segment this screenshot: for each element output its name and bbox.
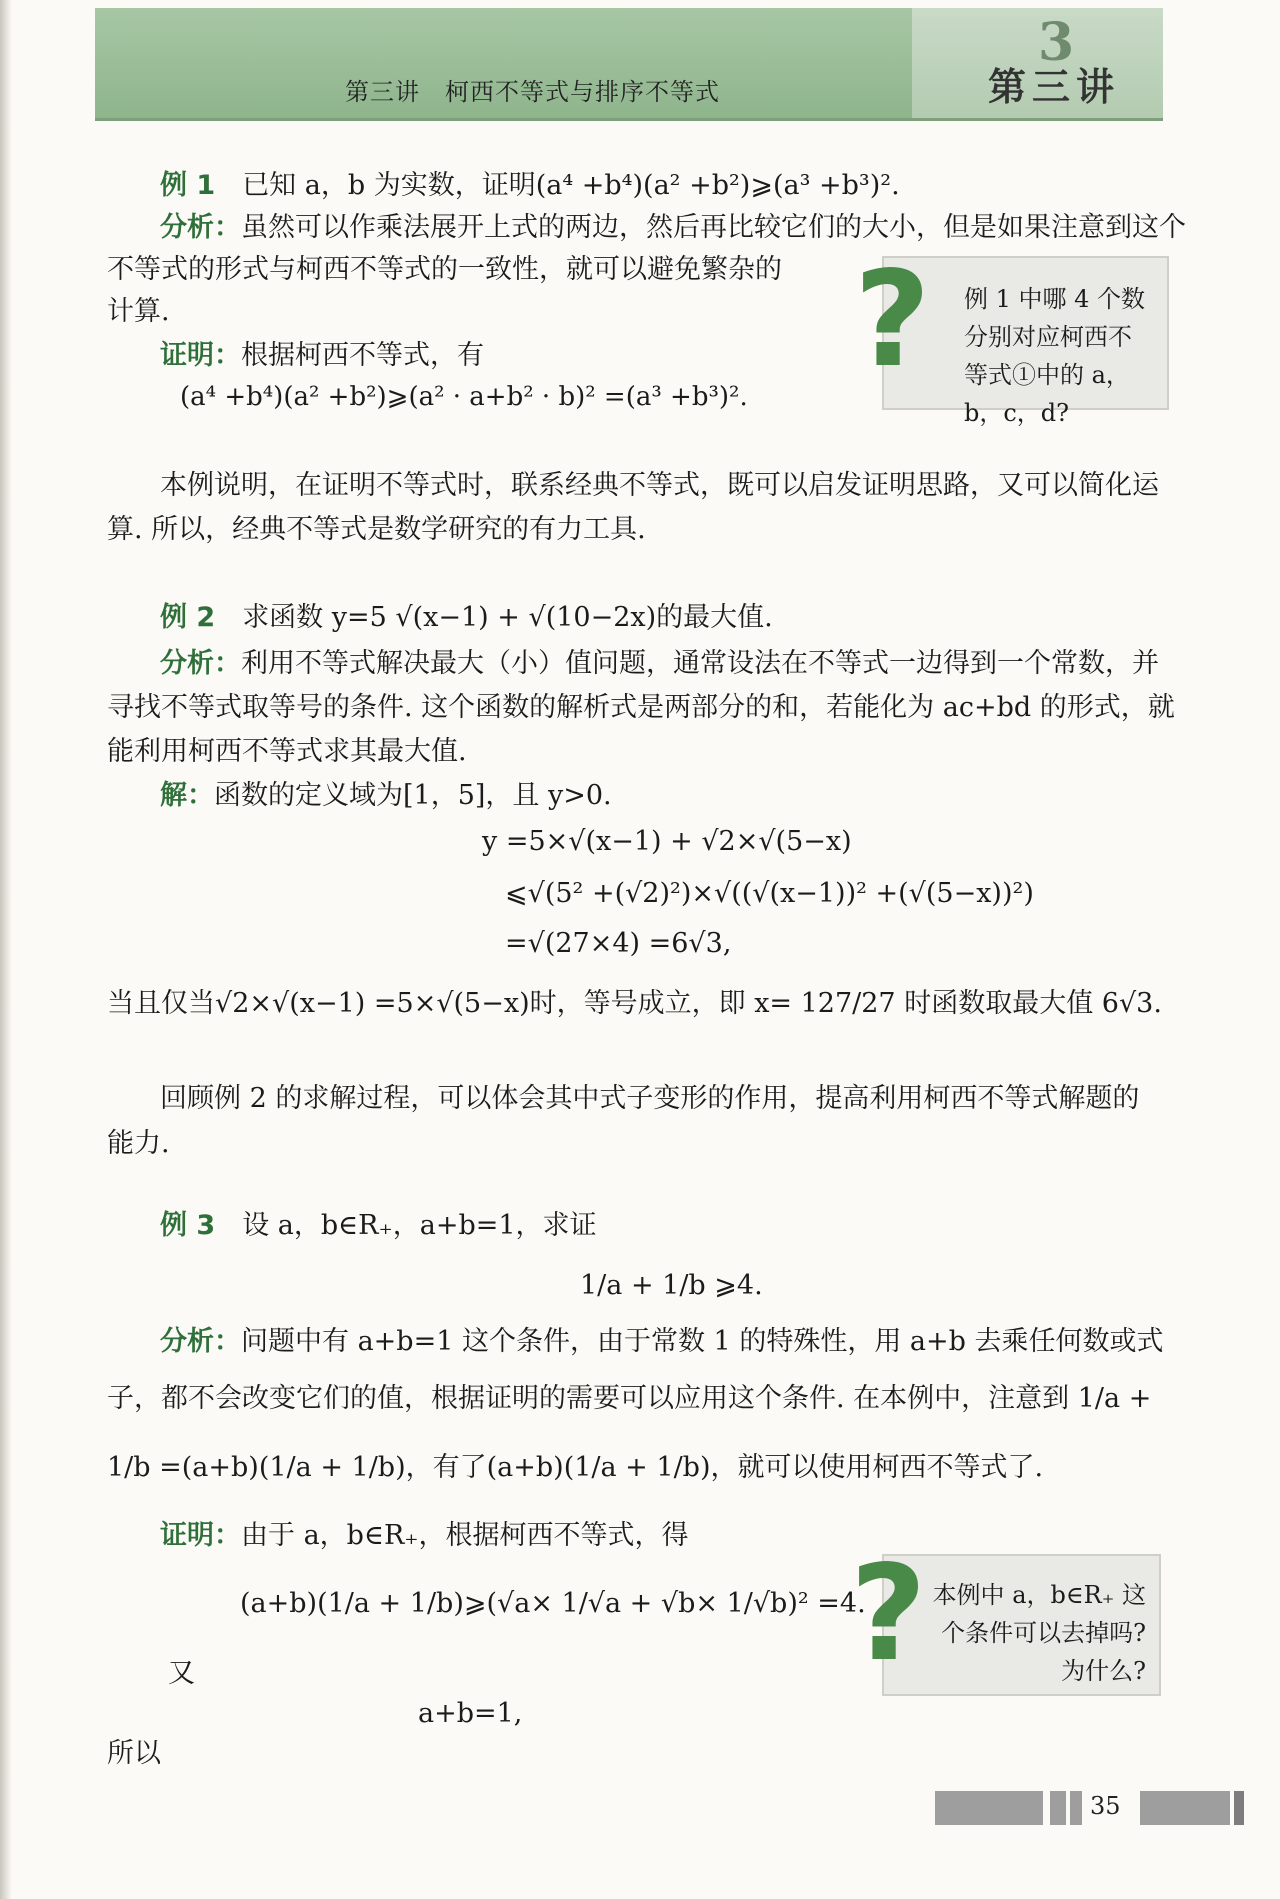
example2-analysis-line3: 能利用柯西不等式求其最大值. — [107, 736, 467, 767]
footer-bar-segment — [1234, 1791, 1244, 1825]
example3-analysis-line3: 1/b =(a+b)(1/a + 1/b)，有了(a+b)(1/a + 1/b)，就可以使用柯西不等式了. — [107, 1452, 1044, 1483]
example1-remark-line2: 算. 所以，经典不等式是数学研究的有力工具. — [107, 514, 646, 545]
example3-also: 又 — [168, 1658, 195, 1689]
example2-solution-text: 函数的定义域为[1，5]，且 y>0. — [214, 780, 612, 811]
example3-callout-text: 本例中 a，b∈R₊ 这个条件可以去掉吗?为什么? — [932, 1581, 1146, 1685]
example1-proof-label: 证明： — [160, 340, 241, 371]
example2-remark-line1: 回顾例 2 的求解过程，可以体会其中式子变形的作用，提高利用柯西不等式解题的 — [160, 1083, 1140, 1114]
example1-callout-text: 例 1 中哪 4 个数分别对应柯西不等式①中的 a，b，c，d? — [964, 285, 1146, 427]
example2-remark-line2: 能力. — [107, 1128, 170, 1159]
example3-therefore: 所以 — [107, 1738, 161, 1769]
example3-title: 例 3 — [160, 1210, 216, 1241]
chapter-lecture-label: 第三讲 — [988, 65, 1121, 109]
example1-heading — [160, 172, 900, 199]
example3-heading — [160, 1212, 597, 1239]
example3-statement: 设 a，b∈R₊，a+b=1，求证 — [242, 1210, 597, 1241]
example2-step2: ⩽√(5² +(√2)²)×√((√(x−1))² +(√(5−x))²) — [505, 878, 1034, 909]
example2-heading — [160, 604, 773, 631]
example3-proof-line — [160, 1522, 689, 1549]
example2-solution-line — [160, 782, 612, 809]
example1-remark-line1: 本例说明，在证明不等式时，联系经典不等式，既可以启发证明思路，又可以简化运 — [160, 470, 1159, 501]
chapter-title: 第三讲 柯西不等式与排序不等式 — [345, 78, 720, 106]
example3-proof-text: 由于 a，b∈R₊，根据柯西不等式，得 — [241, 1520, 689, 1551]
example3-callout — [850, 1537, 1161, 1696]
example2-step3: =√(27×4) =6√3, — [505, 928, 732, 959]
page-edge-shadow — [0, 0, 12, 1899]
example2-equality-line: 当且仅当√2×√(x−1) =5×√(5−x)时，等号成立，即 x= 127/27 时函数取最大值 6√3. — [107, 988, 1162, 1019]
example1-proof-text: 根据柯西不等式，有 — [241, 340, 484, 371]
example2-analysis-line1 — [160, 650, 1159, 677]
question-mark-icon: ? — [850, 1537, 927, 1691]
example2-title: 例 2 — [160, 602, 216, 633]
example2-step1: y =5×√(x−1) + √2×√(5−x) — [482, 826, 852, 857]
example1-analysis-label: 分析： — [160, 212, 241, 243]
example2-solution-label: 解： — [160, 780, 214, 811]
example3-analysis-line2: 子，都不会改变它们的值，根据证明的需要可以应用这个条件. 在本例中，注意到 1/a + — [107, 1383, 1152, 1414]
footer-bar-segment — [1050, 1791, 1066, 1825]
example2-analysis-label: 分析： — [160, 648, 241, 679]
chapter-number: 3 — [1038, 12, 1075, 73]
example1-analysis-line3: 计算. — [107, 296, 170, 327]
example1-analysis-text1: 虽然可以作乘法展开上式的两边，然后再比较它们的大小，但是如果注意到这个 — [241, 212, 1186, 243]
example1-title: 例 1 — [160, 170, 216, 201]
example3-analysis-text1: 问题中有 a+b=1 这个条件，由于常数 1 的特殊性，用 a+b 去乘任何数或式 — [241, 1326, 1164, 1357]
example3-analysis-line1 — [160, 1328, 1163, 1355]
example1-analysis-line1 — [160, 214, 1186, 241]
example2-analysis-text1: 利用不等式解决最大（小）值问题，通常设法在不等式一边得到一个常数，并 — [241, 648, 1159, 679]
example3-claim: 1/a + 1/b ⩾4. — [580, 1270, 763, 1301]
example1-statement: 已知 a，b 为实数，证明(a⁴ +b⁴)(a² +b²)⩾(a³ +b³)². — [242, 170, 900, 201]
footer-bar-segment — [1140, 1791, 1230, 1825]
example2-analysis-line2: 寻找不等式取等号的条件. 这个函数的解析式是两部分的和，若能化为 ac+bd 的形式，就 — [107, 692, 1175, 723]
footer-bar-segment — [1070, 1791, 1082, 1825]
example1-callout — [854, 243, 1169, 427]
example3-proof-label: 证明： — [160, 1520, 241, 1551]
example3-condition: a+b=1, — [418, 1698, 523, 1729]
question-mark-icon: ? — [854, 243, 931, 397]
example1-proof-line — [160, 342, 484, 369]
page-number: 35 — [1090, 1792, 1121, 1820]
footer-bar-segment — [935, 1791, 1043, 1825]
example2-statement: 求函数 y=5 √(x−1) + √(10−2x)的最大值. — [242, 602, 773, 633]
example1-proof-formula: (a⁴ +b⁴)(a² +b²)⩾(a² · a+b² · b)² =(a³ +b³)². — [180, 382, 748, 412]
example3-proof-formula: (a+b)(1/a + 1/b)⩾(√a× 1/√a + √b× 1/√b)² =4. — [240, 1588, 866, 1619]
example1-analysis-line2: 不等式的形式与柯西不等式的一致性，就可以避免繁杂的 — [107, 254, 782, 285]
example3-analysis-label: 分析： — [160, 1326, 241, 1357]
